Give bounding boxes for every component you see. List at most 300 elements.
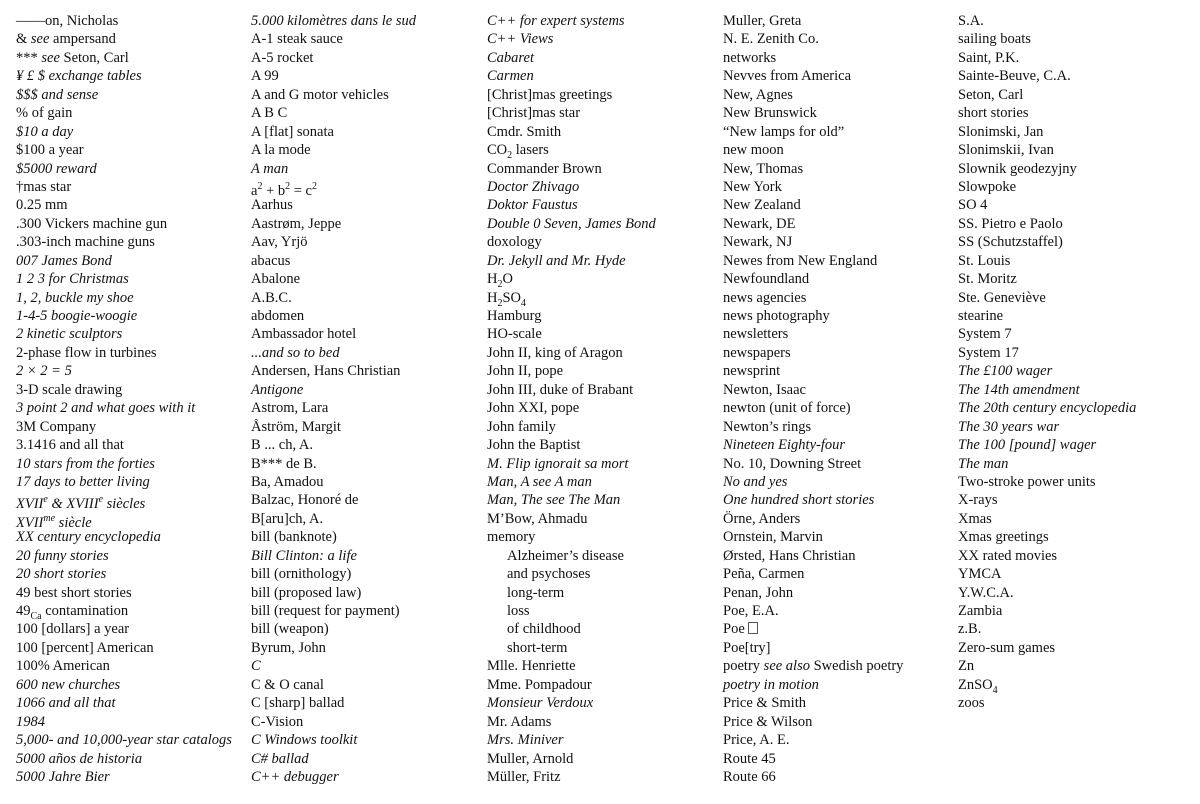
index-entry [16, 196, 232, 214]
entry-text: O [502, 271, 513, 288]
index-entry [723, 399, 903, 417]
entry-text: SO [502, 289, 522, 306]
index-entry [16, 491, 232, 513]
entry-text: Price & Smith [723, 695, 806, 712]
index-entry [251, 252, 416, 270]
index-entry [251, 160, 416, 178]
index-entry [723, 215, 903, 233]
index-entry [487, 307, 656, 325]
entry-text: 20 funny stories [16, 547, 109, 564]
entry-text: doxology [487, 234, 542, 251]
entry-text: 4 [521, 297, 527, 309]
entry-text: 2 [285, 180, 291, 192]
entry-text: % of gain [16, 105, 73, 122]
index-entry [251, 123, 416, 141]
entry-text: C++ debugger [251, 768, 339, 785]
index-entry [723, 510, 903, 528]
index-entry [487, 252, 656, 270]
index-entry [958, 436, 1136, 454]
index-entry [487, 676, 656, 694]
index-entry [487, 528, 656, 546]
entry-text: 5000 Jahre Bier [16, 768, 110, 785]
entry-text: Mrs. Miniver [487, 732, 564, 749]
entry-text: SS (Schutzstaffel) [958, 234, 1063, 251]
index-entry [958, 30, 1136, 48]
index-entry [958, 491, 1136, 509]
entry-text: loss [507, 603, 530, 619]
entry-text: = c [290, 182, 312, 199]
entry-text: 5,000- and 10,000-year star catalogs [16, 732, 232, 749]
entry-text: Doktor Faustus [487, 197, 578, 214]
entry-text: The man [958, 455, 1009, 472]
index-entry [16, 215, 232, 233]
index-entry [487, 215, 656, 233]
index-entry [487, 713, 656, 731]
index-entry [251, 602, 416, 620]
entry-text: & [16, 31, 31, 48]
index-entry [251, 344, 416, 362]
index-entry [487, 436, 656, 454]
index-entry [16, 547, 232, 565]
index-entry [958, 510, 1136, 528]
index-entry [723, 418, 903, 436]
index-entry [958, 141, 1136, 159]
index-entry [16, 86, 232, 104]
entry-text: A man [251, 160, 289, 177]
index-entry [251, 750, 416, 768]
index-entry [487, 12, 656, 30]
index-entry [251, 12, 416, 30]
entry-text: Monsieur Verdoux [487, 695, 594, 712]
entry-text: A 99 [251, 68, 279, 85]
index-entry [958, 252, 1136, 270]
entry-text: B ... ch, A. [251, 437, 314, 454]
entry-text: memory [487, 529, 536, 546]
entry-text: “New lamps for old” [723, 123, 845, 140]
entry-text: Penan, John [723, 584, 794, 601]
index-entry [251, 104, 416, 122]
entry-text: 3 point 2 and what goes with it [16, 400, 196, 417]
index-entry [958, 178, 1136, 196]
entry-text: poetry [723, 658, 764, 675]
entry-text: me [43, 512, 56, 524]
entry-text: Muller, Arnold [487, 750, 574, 767]
index-entry [251, 584, 416, 602]
index-entry [723, 584, 903, 602]
index-entry [723, 528, 903, 546]
index-entry [251, 547, 416, 565]
index-entry [16, 160, 232, 178]
entry-text: 5.000 kilomètres dans le sud [251, 13, 416, 29]
index-entry [487, 141, 656, 159]
entry-text: 100 [percent] American [16, 639, 154, 656]
index-entry [487, 657, 656, 675]
index-entry [487, 344, 656, 362]
entry-text: No. 10, Downing Street [723, 455, 862, 472]
entry-text: Antigone [251, 381, 304, 398]
entry-text: A B C [251, 105, 288, 122]
index-entry [723, 639, 903, 657]
entry-text: bill (ornithology) [251, 566, 352, 583]
entry-text: e [98, 494, 104, 506]
entry-text: John III, duke of Brabant [487, 381, 634, 398]
entry-text: CO [487, 142, 508, 159]
entry-text: A and G motor vehicles [251, 86, 389, 103]
index-entry [16, 436, 232, 454]
index-entry [16, 178, 232, 196]
entry-text: John II, pope [487, 363, 564, 380]
entry-text: bill (proposed law) [251, 584, 362, 601]
index-entry [487, 473, 656, 491]
index-entry [251, 233, 416, 251]
entry-text: Mme. Pompadour [487, 676, 592, 693]
entry-text: The 100 [pound] wager [958, 437, 1097, 454]
index-entry [16, 270, 232, 288]
index-entry [487, 694, 656, 712]
index-entry [251, 639, 416, 657]
index-column-3 [487, 12, 656, 786]
index-entry [251, 307, 416, 325]
entry-text: Örne, Anders [723, 510, 801, 527]
entry-text: Mlle. Henriette [487, 658, 576, 675]
entry-text: Poe[try] [723, 639, 771, 656]
index-entry [251, 455, 416, 473]
index-entry [723, 694, 903, 712]
index-entry [958, 344, 1136, 362]
entry-text: SS. Pietro e Paolo [958, 215, 1063, 232]
entry-text: Xmas greetings [958, 529, 1049, 546]
entry-text: A-1 steak sauce [251, 31, 343, 48]
index-entry [16, 381, 232, 399]
entry-text: Route 66 [723, 768, 776, 785]
entry-text: Carmen [487, 68, 534, 85]
index-entry [958, 86, 1136, 104]
index-entry [723, 104, 903, 122]
entry-text: C & O canal [251, 676, 324, 693]
index-column-4 [723, 12, 903, 786]
index-entry [251, 215, 416, 233]
index-subentry [487, 639, 656, 657]
entry-text: Müller, Fritz [487, 768, 561, 785]
entry-text: XVII [16, 496, 44, 513]
index-entry [487, 123, 656, 141]
entry-text: 2 × 2 = 5 [16, 363, 72, 380]
entry-text: M’Bow, Ahmadu [487, 510, 588, 527]
entry-text: Doctor Zhivago [487, 178, 580, 195]
entry-text: B[aru]ch, A. [251, 510, 324, 527]
entry-text: z.B. [958, 621, 982, 638]
entry-text: ampersand [49, 31, 116, 48]
entry-text: newspapers [723, 344, 791, 361]
entry-text: Slonimski, Jan [958, 123, 1044, 140]
entry-text: Hamburg [487, 308, 542, 324]
entry-text: ...and so to bed [251, 344, 340, 361]
index-entry [958, 528, 1136, 546]
entry-text: Poe [723, 621, 749, 638]
index-entry [251, 510, 416, 528]
entry-text: S.A. [958, 13, 984, 29]
index-entry [251, 49, 416, 67]
index-entry [723, 602, 903, 620]
index-entry [487, 455, 656, 473]
entry-text: The £100 wager [958, 363, 1053, 380]
index-entry [723, 160, 903, 178]
entry-text: Seton, Carl [59, 49, 129, 66]
entry-text: A.B.C. [251, 289, 292, 306]
index-entry [958, 620, 1136, 638]
index-entry [723, 12, 903, 30]
index-entry [251, 694, 416, 712]
entry-text: Alzheimer’s disease [507, 547, 624, 564]
index-entry [251, 491, 416, 509]
entry-text: Zero-sum games [958, 639, 1056, 656]
index-entry [723, 67, 903, 85]
entry-text: Ba, Amadou [251, 473, 324, 490]
entry-text: Peña, Carmen [723, 566, 805, 583]
entry-text: ¥ £ $ exchange tables [16, 68, 142, 85]
index-entry [723, 381, 903, 399]
entry-text: Xmas [958, 510, 992, 527]
entry-text: XVII [16, 514, 44, 531]
entry-text: newsletters [723, 326, 789, 343]
index-entry [16, 639, 232, 657]
index-entry [487, 399, 656, 417]
index-entry [16, 141, 232, 159]
index-entry [958, 547, 1136, 565]
index-entry [251, 270, 416, 288]
index-entry [723, 123, 903, 141]
entry-text: Two-stroke power units [958, 473, 1096, 490]
index-entry [487, 86, 656, 104]
entry-text: Newark, NJ [723, 234, 793, 251]
entry-text: see [30, 31, 50, 48]
entry-text: ——on, Nicholas [16, 13, 119, 29]
index-entry [487, 233, 656, 251]
entry-text: bill (request for payment) [251, 603, 400, 619]
entry-text: e [43, 494, 48, 506]
index-entry [16, 418, 232, 436]
index-entry [16, 473, 232, 491]
entry-text: Astrom, Lara [251, 400, 329, 417]
entry-text: Newton, Isaac [723, 381, 806, 398]
entry-text: New Zealand [723, 197, 801, 214]
index-entry [16, 584, 232, 602]
index-entry [487, 178, 656, 196]
entry-text: new moon [723, 142, 784, 159]
index-entry [958, 694, 1136, 712]
index-entry [723, 289, 903, 307]
entry-text: Dr. Jekyll and Mr. Hyde [487, 252, 626, 269]
index-entry [16, 233, 232, 251]
index-entry [251, 768, 416, 786]
index-entry [251, 713, 416, 731]
index-entry [723, 141, 903, 159]
index-entry [251, 196, 416, 214]
entry-text: Price, A. E. [723, 732, 790, 749]
index-entry [958, 676, 1136, 694]
entry-text: A la mode [251, 142, 311, 159]
entry-text: New York [723, 178, 782, 195]
entry-text: C++ Views [487, 31, 554, 48]
entry-text: news agencies [723, 289, 807, 306]
entry-text: 3M Company [16, 418, 97, 435]
index-entry [723, 86, 903, 104]
index-entry [251, 289, 416, 307]
entry-text: 2 [257, 180, 263, 192]
index-entry [958, 123, 1136, 141]
entry-text: YMCA [958, 566, 1002, 583]
entry-text: Zambia [958, 603, 1003, 619]
entry-text: John the Baptist [487, 437, 581, 454]
index-entry [251, 436, 416, 454]
entry-text: N. E. Zenith Co. [723, 31, 819, 48]
index-entry [16, 289, 232, 307]
index-entry [251, 67, 416, 85]
index-entry [723, 620, 903, 638]
entry-text: poetry in motion [723, 676, 819, 693]
entry-text: Commander Brown [487, 160, 602, 177]
entry-text: 2 [497, 297, 503, 309]
entry-text: John II, king of Aragon [487, 344, 623, 361]
index-column-2 [251, 12, 416, 786]
entry-text: Slowpoke [958, 178, 1016, 195]
entry-text: 17 days to better living [16, 473, 150, 490]
entry-text: Ornstein, Marvin [723, 529, 823, 546]
entry-text: Poe, E.A. [723, 603, 779, 619]
entry-text: Newark, DE [723, 215, 796, 232]
index-entry [958, 639, 1136, 657]
index-entry [958, 399, 1136, 417]
entry-text: .303-inch machine guns [16, 234, 155, 251]
entry-text: St. Louis [958, 252, 1011, 269]
entry-text: Mr. Adams [487, 713, 552, 730]
entry-text: 2 [312, 180, 317, 192]
entry-text: sailing boats [958, 31, 1031, 48]
index-entry [487, 49, 656, 67]
entry-text: Zn [958, 658, 975, 675]
index-entry [723, 30, 903, 48]
index-entry [16, 694, 232, 712]
entry-text: Åström, Margit [251, 418, 341, 435]
entry-text: H [487, 289, 498, 306]
index-entry [723, 713, 903, 731]
entry-text: New Brunswick [723, 105, 817, 122]
entry-text: 007 James Bond [16, 252, 112, 269]
entry-text: 1, 2, buckle my shoe [16, 289, 134, 306]
index-entry [251, 141, 416, 159]
index-entry [723, 455, 903, 473]
entry-text: SO 4 [958, 197, 988, 214]
entry-text: Ca [30, 610, 42, 622]
index-entry [723, 676, 903, 694]
index-entry [958, 307, 1136, 325]
entry-text: 2 [497, 279, 503, 291]
entry-text: M. Flip ignorait sa mort [487, 455, 629, 472]
entry-text: †mas star [16, 178, 72, 195]
index-entry [251, 30, 416, 48]
index-entry [723, 657, 903, 675]
entry-text: New, Thomas [723, 160, 804, 177]
index-entry [16, 30, 232, 48]
index-entry [487, 67, 656, 85]
index-entry [16, 713, 232, 731]
entry-text: XX century encyclopedia [16, 529, 161, 546]
index-entry [723, 325, 903, 343]
index-subentry [487, 584, 656, 602]
index-entry [723, 270, 903, 288]
entry-text: siècles [103, 496, 146, 513]
index-entry [958, 67, 1136, 85]
index-entry [958, 49, 1136, 67]
entry-text: siècle [55, 514, 92, 531]
index-entry [487, 418, 656, 436]
entry-text: a [251, 182, 258, 199]
entry-text: bill (weapon) [251, 621, 329, 638]
index-entry [251, 325, 416, 343]
index-entry [723, 307, 903, 325]
index-entry [16, 510, 232, 531]
index-entry [487, 768, 656, 786]
entry-text: see [41, 49, 60, 66]
entry-text: Slownik geodezyjny [958, 160, 1077, 177]
entry-text: St. Moritz [958, 271, 1017, 288]
index-entry [16, 362, 232, 380]
entry-text: of childhood [507, 621, 581, 638]
entry-text: A-5 rocket [251, 49, 314, 66]
index-entry [251, 86, 416, 104]
entry-text: System 7 [958, 326, 1012, 343]
index-entry [487, 325, 656, 343]
entry-text: short-term [507, 639, 568, 656]
index-entry [251, 731, 416, 749]
entry-text: The 20th century encyclopedia [958, 400, 1137, 417]
index-entry [16, 12, 232, 30]
entry-text: networks [723, 49, 777, 66]
entry-text: long-term [507, 584, 565, 601]
entry-text: Nevves from America [723, 68, 852, 85]
entry-text: Route 45 [723, 750, 776, 767]
entry-text: $5000 reward [16, 160, 97, 177]
entry-text: 1984 [16, 713, 45, 730]
entry-text: No and yes [723, 473, 788, 490]
entry-text: Cabaret [487, 49, 534, 66]
entry-text: Abalone [251, 271, 301, 288]
entry-text: 1-4-5 boogie-woogie [16, 308, 138, 324]
index-entry [958, 418, 1136, 436]
index-entry [958, 381, 1136, 399]
entry-text: lasers [512, 142, 549, 159]
entry-text: 5000 años de historia [16, 750, 143, 767]
entry-text: Aarhus [251, 197, 293, 214]
index-entry [958, 657, 1136, 675]
entry-text: 100 [dollars] a year [16, 621, 130, 638]
index-entry [251, 528, 416, 546]
entry-text: HO-scale [487, 326, 542, 343]
entry-text: Muller, Greta [723, 13, 802, 29]
entry-text: abacus [251, 252, 291, 269]
index-entry [723, 768, 903, 786]
index-entry [16, 344, 232, 362]
index-entry [723, 178, 903, 196]
index-entry [16, 750, 232, 768]
index-entry [16, 104, 232, 122]
entry-text: Swedish poetry [809, 658, 904, 675]
index-entry [723, 547, 903, 565]
entry-text: Seton, Carl [958, 86, 1024, 103]
index-entry [487, 362, 656, 380]
entry-text: C Windows toolkit [251, 732, 358, 749]
index-entry [251, 178, 416, 199]
